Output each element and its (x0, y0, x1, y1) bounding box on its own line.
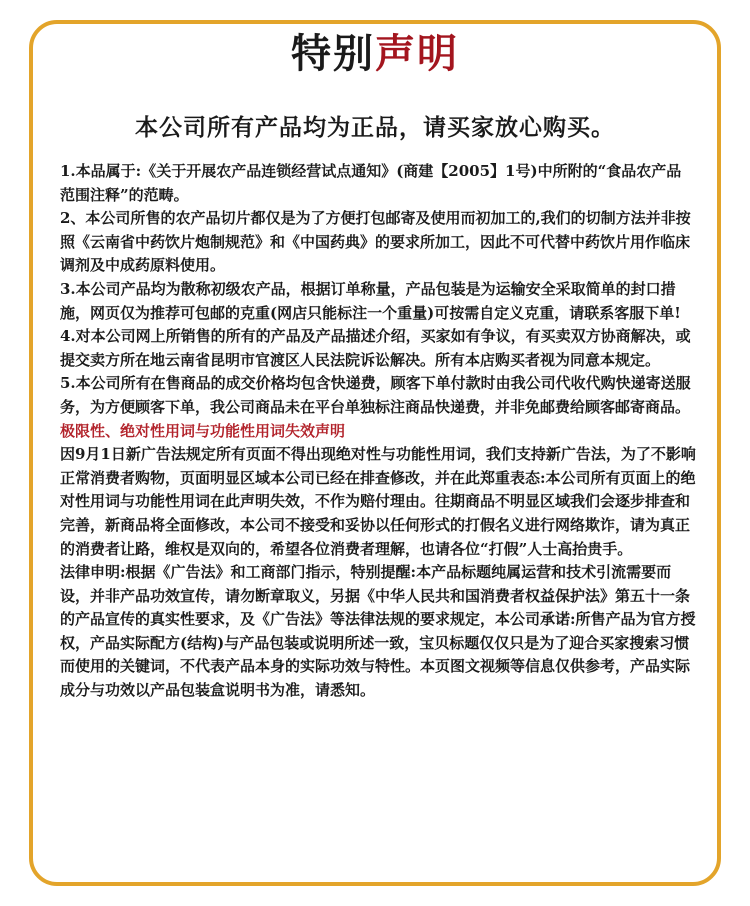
notice-paragraph-4: 4.对本公司网上所销售的所有的产品及产品描述介绍，买家如有争议，有买卖双方协商解决，或提交卖方所在地云南省昆明市官渡区人民法院诉讼解决。所有本店购买者视为同意本规定。 (60, 327, 691, 369)
notice-paragraph-3: 3.本公司产品均为散称初级农产品，根据订单称量，产品包装是为运输安全采取简单的封口措施，网页仅为推荐可包邮的克重(网店只能标注一个重量)可按需自定义克重，请联系客服下单! (60, 279, 681, 322)
page-title (0, 30, 750, 77)
section-heading: 极限性、绝对性用词与功能性用词失效声明 (60, 421, 346, 440)
notice-paragraph-1: 1.本品属于:《关于开展农产品连锁经营试点通知》(商建【2005】1号)中所附的“食品农产品范围注释”的范畴。 (60, 162, 682, 204)
title-part-1: 特别 (291, 30, 375, 77)
section-paragraph-2: 法律申明:根据《广告法》和工商部门指示，特别提醒:本产品标题纯属运营和技术引流需要而设，并非产品功效宣传，请勿断章取义，另据《中华人民共和国消费者权益保护法》第五十一条的产品宣传的真实性要求，及《广告法》等法律法规的要求规定，本公司承诺:所售产品为官方授权，产品实际配方(结构)与产品包装或说明所述一致，宝贝标题仅仅只是为了迎合买家搜索习惯而使用的关键词，不代表产品本身的实际功效与特性。本页图文视频等信息仅供参考，产品实际成分与功效以产品包装盒说明书为准，请悉知。 (60, 563, 696, 700)
subtitle: 本公司所有产品均为正品，请买家放心购买。 (135, 114, 615, 141)
section-paragraph-1: 因9月1日新广告法规定所有页面不得出现绝对性与功能性用词，我们支持新广告法，为了不影响正常消费者购物，页面明显区域本公司已经在排查修改，并在此郑重表态:本公司所有页面上的绝对性用词与功能性用词在此声明失效，不作为赔付理由。往期商品不明显区域我们会逐步排查和完善，新商品将全面修改，本公司不接受和妥协以任何形式的打假名义进行网络欺诈，请为真正的消费者让路，维权是双向的，希望各位消费者理解，也请各位“打假”人士高抬贵手。 (60, 445, 696, 558)
title-part-2: 声明 (375, 30, 459, 77)
notice-body (60, 160, 696, 703)
notice-paragraph-2: 2、本公司所售的农产品切片都仅是为了方便打包邮寄及使用而初加工的,我们的切制方法并非按照《云南省中药饮片炮制规范》和《中国药典》的要求所加工，因此不可代替中药饮片用作临床调剂及中成药原料使用。 (60, 209, 691, 275)
notice-paragraph-5: 5.本公司所有在售商品的成交价格均包含快递费，顾客下单付款时由我公司代收代购快递寄送服务，为方便顾客下单，我公司商品未在平台单独标注商品快递费，并非免邮费给顾客邮寄商品。 (60, 374, 691, 416)
